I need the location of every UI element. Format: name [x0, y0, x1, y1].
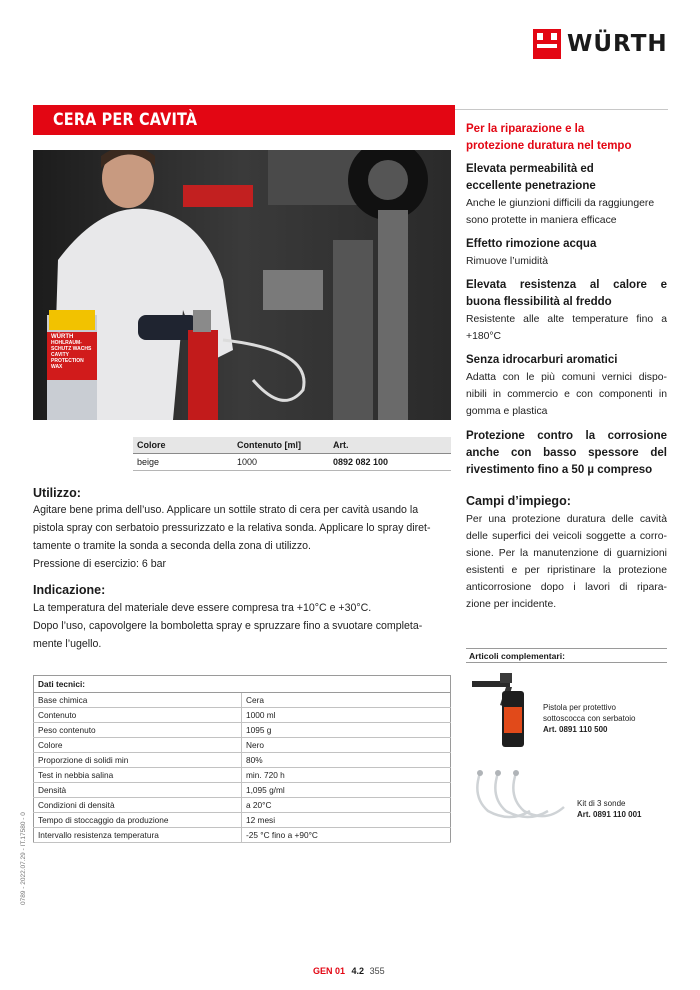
utilizzo-heading: Utilizzo: [33, 486, 81, 500]
complementary-box [466, 648, 667, 828]
hero-image [33, 150, 451, 420]
feature-corrosion [466, 428, 667, 479]
item-desc: Pistola per protettivo [543, 703, 616, 712]
text-line: anticorrosione dopo i lavori di ripara- [466, 582, 667, 593]
text-line: Agitare bene prima dell’uso. Applicare un sottile strato di cera per cavità usando la [33, 504, 419, 516]
tech-value: min. 720 h [242, 768, 451, 783]
footer-catalog: GEN 01 [313, 966, 346, 976]
tech-value: a 20°C [242, 798, 451, 813]
table-row [34, 768, 451, 783]
tech-value: Cera [242, 693, 451, 708]
tech-key: Contenuto [34, 708, 242, 723]
text-line: zione per incidente. [466, 599, 557, 610]
divider [455, 109, 668, 110]
table-row [34, 783, 451, 798]
feature-heading: Protezione contro la corrosione [466, 430, 667, 442]
tech-value: 1095 g [242, 723, 451, 738]
feature-text: Rimuove l’umidità [466, 256, 548, 267]
table-header-row [133, 437, 451, 454]
tagline-line: Per la riparazione e la [466, 123, 585, 135]
tech-value: 12 mesi [242, 813, 451, 828]
tech-value: Nero [242, 738, 451, 753]
table-row [34, 753, 451, 768]
spray-gun-icon [472, 671, 536, 749]
col-header: Contenuto [ml] [233, 437, 329, 454]
tagline [466, 121, 667, 155]
tech-heading: Dati tecnici: [34, 676, 451, 693]
brand-name: WÜRTH [567, 31, 668, 57]
text-line: Dopo l’uso, capovolgere la bomboletta spray e spruzzare fino a svuotare completa- [33, 620, 423, 632]
probe-kit-icon [470, 767, 566, 821]
text-line: mente l’ugello. [33, 638, 102, 650]
text-line: La temperatura del materiale deve essere compresa tra +10°C e +30°C. [33, 602, 372, 614]
cell-article: 0892 082 100 [329, 454, 451, 471]
campi-heading: Campi d’impiego: [466, 494, 571, 508]
table-row [34, 738, 451, 753]
indicazione-heading: Indicazione: [33, 583, 106, 597]
item-article: Art. 0891 110 001 [577, 810, 642, 819]
page-title: CERA PER CAVITÀ [53, 110, 198, 130]
indicazione-text [33, 599, 451, 653]
feature-heading: Senza idrocarburi aromatici [466, 354, 618, 366]
feature-text: +180°C [466, 331, 502, 342]
item-desc: Kit di 3 sonde [577, 799, 626, 808]
brand-logo [533, 28, 669, 60]
can-line: WAX [51, 364, 63, 370]
document-code: 0789 - 2022.07.29 - IT.17580 - 0 [20, 812, 27, 905]
text-line: tamente o tramite la sonda a seconda della zona di utilizzo. [33, 540, 311, 552]
cell-color: beige [133, 454, 233, 471]
table-row [34, 723, 451, 738]
tech-key: Colore [34, 738, 242, 753]
table-row [34, 693, 451, 708]
title-bar [33, 105, 455, 135]
tech-key: Test in nebbia salina [34, 768, 242, 783]
can-line: HOHLRAUM- [51, 340, 82, 346]
item-desc: sottoscocca con serbatoio [543, 714, 636, 723]
feature-water [466, 236, 667, 270]
feature-heading: Elevata permeabilità ed [466, 163, 594, 175]
text-line: esistenti e per ripristinare la protezione [466, 565, 667, 576]
table-row [34, 708, 451, 723]
utilizzo-text [33, 501, 451, 573]
text-line: pistola spray con serbatoio pressurizzato e la relativa sonda. Applicare lo spray diret- [33, 522, 431, 534]
tech-data-table [33, 675, 451, 843]
table-row [133, 454, 451, 471]
can-line: SCHUTZ WACHS [51, 346, 92, 352]
page-number: 355 [369, 966, 385, 976]
tech-value: 1000 ml [242, 708, 451, 723]
text-line: Per una protezione duratura delle cavità [466, 514, 667, 525]
can-line: CAVITY [51, 352, 69, 358]
tech-value: -25 °C fino a +90°C [242, 828, 451, 843]
footer [313, 966, 385, 976]
feature-heading: rivestimento fino a 50 µ compreso [466, 464, 653, 476]
feature-text: Resistente alle alte temperature fino a [466, 314, 667, 325]
campi-impiego [466, 493, 667, 613]
tagline-line: protezione duratura nel tempo [466, 140, 632, 152]
tech-value: 1,095 g/ml [242, 783, 451, 798]
tech-value: 80% [242, 753, 451, 768]
text-line: Pressione di esercizio: 6 bar [33, 558, 167, 570]
col-header: Art. [329, 437, 451, 454]
tech-key: Densità [34, 783, 242, 798]
feature-penetration [466, 161, 667, 229]
table-row [34, 828, 451, 843]
complementary-item-2 [577, 798, 642, 820]
tech-key: Intervallo resistenza temperatura [34, 828, 242, 843]
cell-content: 1000 [233, 454, 329, 471]
product-table [133, 437, 451, 471]
text-line: sione. Per la manutenzione di guarnizioni [466, 548, 667, 559]
feature-aromatic [466, 352, 667, 420]
tech-key: Peso contenuto [34, 723, 242, 738]
table-row [34, 813, 451, 828]
tech-key: Condizioni di densità [34, 798, 242, 813]
feature-text: nibili in commercio e con componenti in [466, 389, 667, 400]
feature-heading: buona flessibilità al freddo [466, 296, 612, 308]
table-row [34, 798, 451, 813]
workshop-illustration [33, 150, 451, 420]
feature-heading: anche con basso spessore del [466, 447, 667, 459]
divider [466, 662, 667, 663]
feature-heat [466, 277, 667, 345]
feature-heading: eccellente penetrazione [466, 180, 596, 192]
feature-text: Anche le giunzioni difficili da raggiungere [466, 198, 655, 209]
complementary-title: Articoli complementari: [469, 651, 565, 661]
footer-section: 4.2 [351, 966, 365, 976]
tech-key: Base chimica [34, 693, 242, 708]
wurth-logo-icon [533, 29, 561, 59]
col-header: Colore [133, 437, 233, 454]
complementary-item-1 [543, 702, 636, 735]
feature-heading: Elevata resistenza al calore e [466, 279, 667, 291]
feature-text: gomma e plastica [466, 406, 548, 417]
text-line: delle superfici dei veicoli soggette a corro- [466, 531, 667, 542]
can-line: PROTECTION [51, 358, 84, 364]
feature-text: sono protette in maniera efficace [466, 215, 617, 226]
can-brand: WÜRTH [51, 334, 74, 340]
feature-text: Adatta con le più comuni vernici dispo- [466, 372, 667, 383]
can-label [51, 334, 95, 370]
item-article: Art. 0891 110 500 [543, 725, 608, 734]
feature-heading: Effetto rimozione acqua [466, 238, 597, 250]
tech-key: Proporzione di solidi min [34, 753, 242, 768]
tech-key: Tempo di stoccaggio da produzione [34, 813, 242, 828]
